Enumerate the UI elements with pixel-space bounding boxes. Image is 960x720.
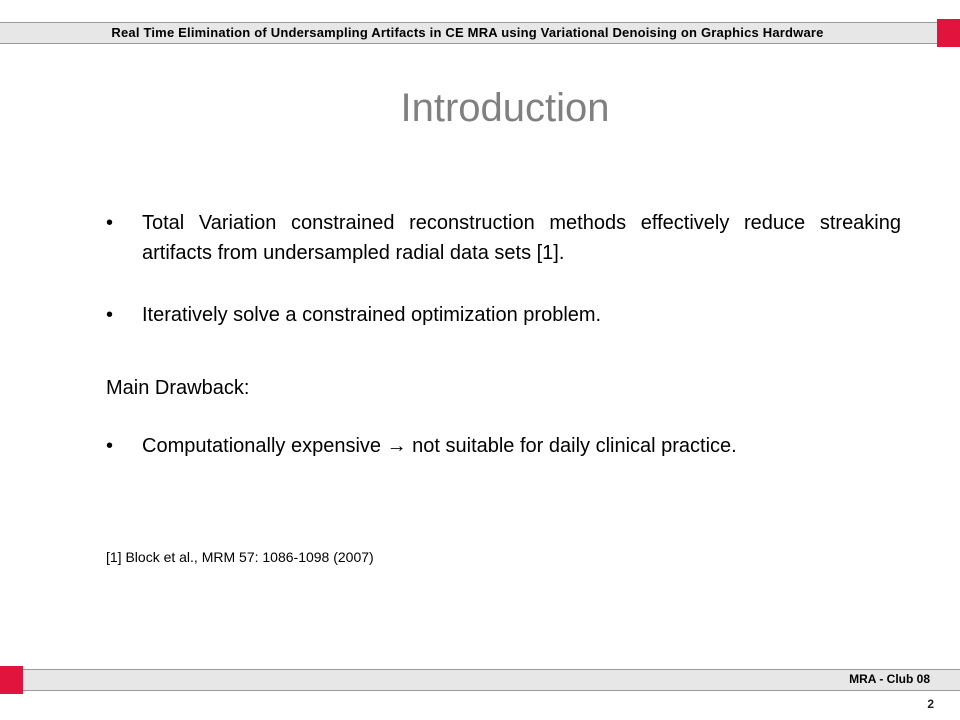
reference-citation: [1] Block et al., MRM 57: 1086-1098 (2007) bbox=[106, 549, 374, 565]
bullet-dot-icon: • bbox=[106, 212, 114, 234]
presentation-title: Real Time Elimination of Undersampling Artifacts in CE MRA using Variational Denoising on Graphics Hardware bbox=[111, 25, 824, 40]
section-label-drawback: Main Drawback: bbox=[106, 377, 250, 399]
footer-bar bbox=[0, 669, 960, 691]
footer-label: MRA - Club 08 bbox=[849, 672, 930, 686]
bullet-text: Iteratively solve a constrained optimization problem. bbox=[142, 304, 602, 326]
page-number: 2 bbox=[927, 697, 934, 711]
bullet-item bbox=[106, 208, 901, 268]
bullet-dot-icon: • bbox=[106, 304, 114, 326]
slide-title: Introduction bbox=[400, 86, 610, 130]
bullet-dot-icon: • bbox=[106, 435, 114, 457]
bullet-text: Computationally expensive → not suitable for daily clinical practice. bbox=[142, 435, 737, 457]
header-accent-block bbox=[937, 19, 960, 47]
footer-accent-block bbox=[0, 666, 23, 694]
bullet-item bbox=[106, 431, 901, 461]
bullet-item bbox=[106, 300, 901, 330]
bullet-text: Total Variation constrained reconstruction methods effectively reduce streaking artifacts from undersampled radial data sets [1]. bbox=[142, 212, 901, 264]
